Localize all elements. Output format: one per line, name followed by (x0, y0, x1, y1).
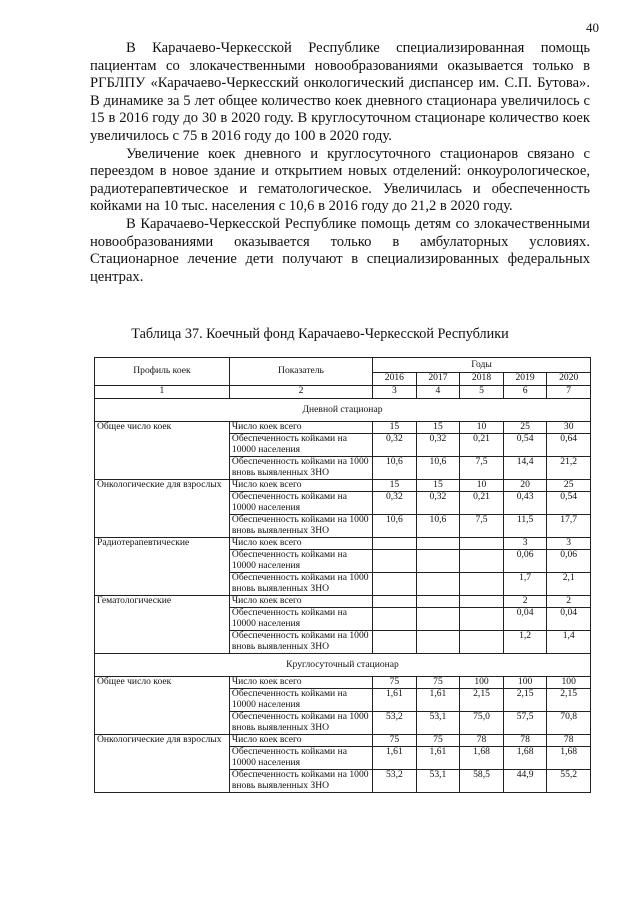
profile-cell: Общее число коек (95, 677, 230, 735)
indicator-cell: Число коек всего (229, 677, 372, 689)
paragraph: В Карачаево-Черкесской Республике помощь детям со злокачественными новообразованиями оказывается только в амбулаторных условиях. Стационарное лечение дети получают в специализированных федеральных центрах. (90, 215, 590, 285)
value-cell: 0,32 (373, 434, 417, 457)
value-cell: 53,2 (373, 770, 417, 793)
page-number: 40 (586, 20, 599, 35)
header-column-number: 3 (373, 386, 417, 399)
value-cell: 0,54 (547, 492, 591, 515)
value-cell (416, 550, 460, 573)
indicator-cell: Обеспеченность койками на 1000 вновь выявленных ЗНО (229, 457, 372, 480)
value-cell: 75 (416, 735, 460, 747)
value-cell: 10,6 (373, 515, 417, 538)
indicator-cell: Обеспеченность койками на 1000 вновь выявленных ЗНО (229, 770, 372, 793)
table-row (95, 480, 591, 492)
profile-cell: Онкологические для взрослых (95, 480, 230, 538)
profile-cell: Онкологические для взрослых (95, 735, 230, 793)
indicator-cell: Обеспеченность койками на 1000 вновь выявленных ЗНО (229, 515, 372, 538)
value-cell (373, 538, 417, 550)
value-cell: 57,5 (503, 712, 547, 735)
value-cell: 21,2 (547, 457, 591, 480)
value-cell: 20 (503, 480, 547, 492)
value-cell: 10 (460, 422, 504, 434)
section-title: Дневной стационар (95, 399, 591, 422)
header-indicator: Показатель (229, 358, 372, 386)
value-cell (460, 631, 504, 654)
value-cell (373, 631, 417, 654)
indicator-cell: Число коек всего (229, 596, 372, 608)
value-cell: 15 (373, 422, 417, 434)
value-cell (460, 608, 504, 631)
body-text (90, 40, 590, 286)
value-cell: 10 (460, 480, 504, 492)
value-cell: 3 (547, 538, 591, 550)
value-cell: 10,6 (416, 515, 460, 538)
value-cell: 78 (547, 735, 591, 747)
value-cell: 10,6 (416, 457, 460, 480)
profile-cell: Общее число коек (95, 422, 230, 480)
value-cell: 0,64 (547, 434, 591, 457)
value-cell: 75 (373, 677, 417, 689)
value-cell (373, 608, 417, 631)
value-cell: 2,15 (547, 689, 591, 712)
value-cell (416, 573, 460, 596)
value-cell (373, 573, 417, 596)
indicator-cell: Число коек всего (229, 422, 372, 434)
value-cell: 1,2 (503, 631, 547, 654)
header-year: 2017 (416, 373, 460, 386)
value-cell: 1,61 (373, 747, 417, 770)
header-column-number: 5 (460, 386, 504, 399)
value-cell: 1,68 (547, 747, 591, 770)
value-cell: 75 (373, 735, 417, 747)
value-cell: 75 (416, 677, 460, 689)
value-cell: 2,15 (460, 689, 504, 712)
value-cell: 2 (503, 596, 547, 608)
value-cell (460, 596, 504, 608)
header-column-number: 4 (416, 386, 460, 399)
header-year: 2018 (460, 373, 504, 386)
header-year: 2020 (547, 373, 591, 386)
value-cell: 0,21 (460, 434, 504, 457)
indicator-cell: Число коек всего (229, 480, 372, 492)
value-cell (373, 596, 417, 608)
value-cell: 0,32 (416, 434, 460, 457)
header-column-number: 6 (503, 386, 547, 399)
value-cell: 53,1 (416, 712, 460, 735)
section-title: Круглосуточный стационар (95, 654, 591, 677)
paragraph: Увеличение коек дневного и круглосуточного стационаров связано с переездом в новое здание и открытием новых отделений: онкоурологическое, радиотерапевтическое и гематологическое. Увеличилась и обеспеченность койками на 10 тыс. населения с 10,6 в 2016 году до 21,2 в 2020 году. (90, 145, 590, 215)
header-column-number: 7 (547, 386, 591, 399)
value-cell: 15 (373, 480, 417, 492)
indicator-cell: Обеспеченность койками на 10000 населения (229, 747, 372, 770)
value-cell: 78 (503, 735, 547, 747)
value-cell: 1,61 (373, 689, 417, 712)
value-cell: 0,32 (373, 492, 417, 515)
paragraph: В Карачаево-Черкесской Республике специализированная помощь пациентам со злокачественными новообразованиями оказывается только в РГБЛПУ «Карачаево-Черкесский онкологический диспансер им. С.П. Бутова». В динамике за 5 лет общее количество коек дневного стационара увеличилось с 15 в 2016 году до 30 в 2020 году. В круглосуточном стационаре количество коек увеличилось с 75 в 2016 году до 100 в 2020 году. (90, 40, 590, 144)
value-cell: 1,61 (416, 689, 460, 712)
header-profile: Профиль коек (95, 358, 230, 386)
indicator-cell: Число коек всего (229, 538, 372, 550)
value-cell: 100 (503, 677, 547, 689)
value-cell: 1,68 (460, 747, 504, 770)
value-cell (460, 538, 504, 550)
value-cell: 25 (547, 480, 591, 492)
value-cell: 15 (416, 480, 460, 492)
value-cell (460, 573, 504, 596)
value-cell (416, 538, 460, 550)
indicator-cell: Число коек всего (229, 735, 372, 747)
value-cell: 14,4 (503, 457, 547, 480)
value-cell: 44,9 (503, 770, 547, 793)
value-cell: 55,2 (547, 770, 591, 793)
value-cell: 1,61 (416, 747, 460, 770)
value-cell: 15 (416, 422, 460, 434)
value-cell: 1,7 (503, 573, 547, 596)
table-row (95, 422, 591, 434)
indicator-cell: Обеспеченность койками на 10000 населения (229, 689, 372, 712)
header-column-number: 1 (95, 386, 230, 399)
value-cell: 0,04 (547, 608, 591, 631)
header-year: 2016 (373, 373, 417, 386)
value-cell: 70,8 (547, 712, 591, 735)
value-cell: 17,7 (547, 515, 591, 538)
value-cell: 2,1 (547, 573, 591, 596)
value-cell: 0,32 (416, 492, 460, 515)
header-years: Годы (373, 358, 591, 373)
value-cell: 0,04 (503, 608, 547, 631)
value-cell: 11,5 (503, 515, 547, 538)
table-row (95, 735, 591, 747)
value-cell: 2,15 (503, 689, 547, 712)
header-year: 2019 (503, 373, 547, 386)
value-cell: 3 (503, 538, 547, 550)
value-cell: 53,1 (416, 770, 460, 793)
bed-fund-table (94, 357, 591, 793)
indicator-cell: Обеспеченность койками на 10000 населения (229, 550, 372, 573)
indicator-cell: Обеспеченность койками на 10000 населения (229, 608, 372, 631)
table-row (95, 677, 591, 689)
value-cell: 1,4 (547, 631, 591, 654)
value-cell: 78 (460, 735, 504, 747)
indicator-cell: Обеспеченность койками на 1000 вновь выявленных ЗНО (229, 631, 372, 654)
value-cell: 0,43 (503, 492, 547, 515)
value-cell: 7,5 (460, 457, 504, 480)
value-cell: 30 (547, 422, 591, 434)
value-cell: 75,0 (460, 712, 504, 735)
value-cell: 0,06 (547, 550, 591, 573)
value-cell: 7,5 (460, 515, 504, 538)
value-cell: 0,54 (503, 434, 547, 457)
indicator-cell: Обеспеченность койками на 10000 населения (229, 492, 372, 515)
value-cell: 100 (460, 677, 504, 689)
table-row (95, 596, 591, 608)
value-cell (373, 550, 417, 573)
table-row (95, 538, 591, 550)
value-cell: 0,06 (503, 550, 547, 573)
header-column-number: 2 (229, 386, 372, 399)
indicator-cell: Обеспеченность койками на 1000 вновь выявленных ЗНО (229, 712, 372, 735)
profile-cell: Гематологические (95, 596, 230, 654)
value-cell (416, 608, 460, 631)
value-cell (416, 596, 460, 608)
indicator-cell: Обеспеченность койками на 1000 вновь выявленных ЗНО (229, 573, 372, 596)
value-cell (460, 550, 504, 573)
value-cell: 100 (547, 677, 591, 689)
value-cell (416, 631, 460, 654)
indicator-cell: Обеспеченность койками на 10000 населения (229, 434, 372, 457)
value-cell: 0,21 (460, 492, 504, 515)
value-cell: 1,68 (503, 747, 547, 770)
value-cell: 10,6 (373, 457, 417, 480)
profile-cell: Радиотерапевтические (95, 538, 230, 596)
value-cell: 58,5 (460, 770, 504, 793)
value-cell: 2 (547, 596, 591, 608)
table-title: Таблица 37. Коечный фонд Карачаево-Черкесской Республики (131, 326, 509, 342)
value-cell: 53,2 (373, 712, 417, 735)
value-cell: 25 (503, 422, 547, 434)
